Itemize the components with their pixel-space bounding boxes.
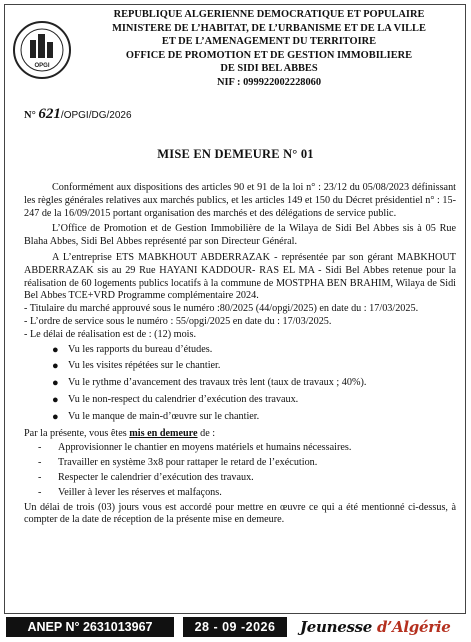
document-title: MISE EN DEMEURE N° 01 [157, 147, 314, 161]
list-item: ● Vu les visites répétées sur le chantier. [52, 360, 221, 373]
bullet-icon: ● [52, 393, 59, 406]
reference-suffix: /OPGI/DG/2026 [60, 110, 132, 121]
list-item: - Respecter le calendrier d’exécution des travaux. [38, 471, 254, 483]
header-line-office: OFFICE DE PROMOTION ET DE GESTION IMMOBILIERE [125, 49, 413, 61]
header-line-republic: REPUBLIQUE ALGERIENNE DEMOCRATIQUE ET POPULAIRE [113, 9, 425, 20]
paragraph-contractor: A L’entreprise ETS MABKHOUT ABDERRAZAK - représentée par son gérant MABKHOUT ABDERRAZAK sis au 29 Rue HAYANI KADDOUR- RAS EL MA - Sidi Bel Abbes retenue pour la réalisation de 60 logements publics locatifs à la commune de MOSTPHA BEN BRAHIM, Wilaya de Sidi Bel Abbes TCE+VRD Programme complémentaire 2024. [24, 251, 456, 302]
header-line-city: DE SIDI BEL ABBES [220, 63, 318, 75]
document-body [24, 182, 456, 527]
notice-emphasis: mis en demeure [129, 427, 198, 439]
journal-logo: Jeunesse d’Algérie [300, 618, 451, 636]
list-item: ● Vu le rythme d’avancement des travaux très lent (taux de travaux ; 40%). [52, 377, 367, 390]
logo-text: OPGI [34, 63, 50, 69]
bullet-icon: ● [52, 377, 59, 390]
list-item: - Approvisionner le chantier en moyens matériels et humains nécessaires. [38, 442, 352, 454]
observations-list [24, 344, 456, 424]
paragraph-notice-intro: Par la présente, vous êtes mis en demeure de : [24, 427, 216, 439]
publication-footer [0, 617, 471, 639]
bullet-icon: ● [52, 410, 59, 423]
list-item: - Travailler en système 3x8 pour rattaper le retard de l’exécution. [38, 457, 318, 469]
publication-date: 28 - 09 -2026 [183, 617, 287, 637]
line-contract-number: - Titulaire du marché approuvé sous le numéro :80/2025 (44/opgi/2025) en date du : 17/03/2025. [24, 303, 419, 315]
reference-handwritten-number: 621 [38, 106, 61, 122]
list-item: - Veiller à lever les réserves et malfaçons. [38, 486, 222, 498]
reference-prefix: N° [24, 110, 36, 121]
bullet-icon: ● [52, 343, 59, 356]
line-deadline: - Le délai de réalisation est de : (12) mois. [24, 328, 196, 340]
list-item: ● Vu les rapports du bureau d’études. [52, 343, 213, 356]
requirements-list [24, 442, 456, 499]
paragraph-office: L’Office de Promotion et de Gestion Immobilière de la Wilaya de Sidi Bel Abbes sis à 05 Rue Blaha Abbes, Sidi Bel Abbes représenté par son Directeur Général. [24, 223, 456, 248]
header-line-ministry: MINISTERE DE L’HABITAT, DE L’URBANISME ET DE LA VILLE [112, 22, 426, 34]
paragraph-closing: Un délai de trois (03) jours vous est accordé pour mettre en œuvre ce qui a été mentionné ci-dessus, à compter de la date de réception de la présente mise en demeure. [24, 501, 456, 526]
line-service-order: - L’ordre de service sous le numéro : 55/opgi/2025 en date du : 17/03/2025. [24, 315, 332, 327]
anep-badge: ANEP N° 2631013967 [6, 617, 174, 637]
header-line-territory: ET DE L’AMENAGEMENT DU TERRITOIRE [161, 36, 377, 48]
bullet-icon: ● [52, 360, 59, 373]
reference-number [24, 106, 132, 123]
opgi-logo-icon [12, 20, 72, 80]
paragraph-legal-basis: Conformément aux dispositions des articles 90 et 91 de la loi n° : 23/12 du 05/08/2023 définissant les règles générales relatives aux marchés publics, et les articles 149 et 150 du Décret présidentiel n° : 15-247 de la 16/09/2015 portant organisation des marchés et des délégations de service public. [24, 182, 456, 219]
header-line-nif: NIF : 099922002228060 [216, 76, 322, 88]
list-item: ● Vu le non-respect du calendrier d’exécution des travaux. [52, 393, 299, 406]
list-item: ● Vu le manque de main-d’œuvre sur le chantier. [52, 410, 260, 423]
letterhead [74, 8, 464, 90]
